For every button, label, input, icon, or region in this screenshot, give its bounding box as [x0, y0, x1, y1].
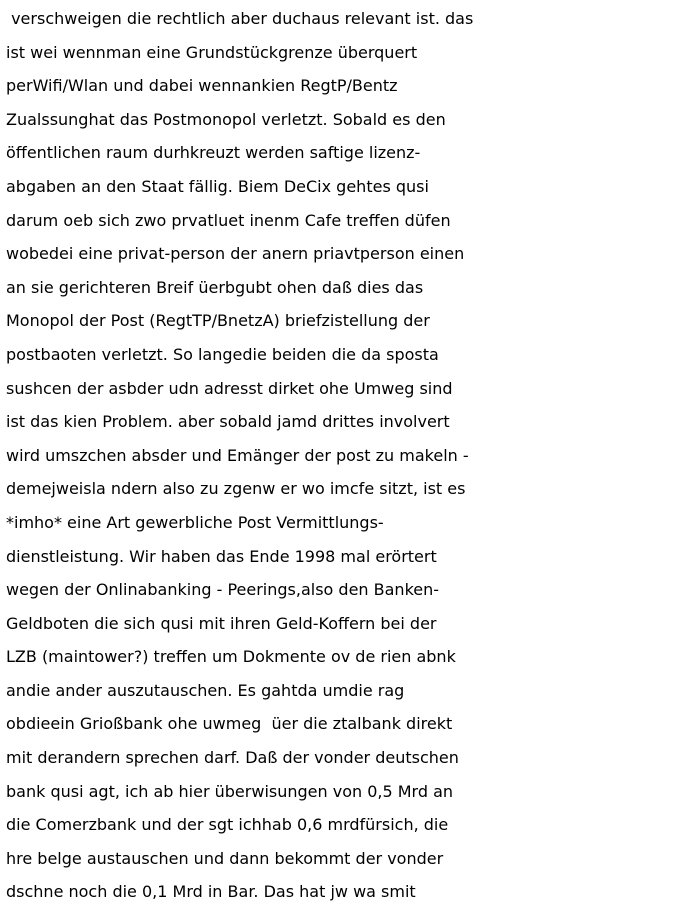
text-line: ist wei wennman eine Grundstückgrenze überquert [6, 42, 418, 62]
text-line: wird umszchen absder und Emänger der post zu makeln - [6, 445, 469, 465]
text-line: wobedei eine privat-person der anern priavtperson einen [6, 244, 465, 264]
text-line: demejweisla ndern also zu zgenw er wo imcfe sitzt, ist es [6, 479, 466, 499]
text-line: postbaoten verletzt. So langedie beiden die da sposta [6, 344, 439, 364]
text-line: ist das kien Problem. aber sobald jamd drittes involvert [6, 412, 450, 432]
text-line: die Comerzbank und der sgt ichhab 0,6 mrdfürsich, die [6, 815, 449, 835]
text-line: *imho* eine Art gewerbliche Post Vermittlungs- [6, 512, 384, 532]
text-line: hre belge austauschen und dann bekommt der vonder [6, 848, 444, 868]
text-line: mit derandern sprechen darf. Daß der vonder deutschen [6, 748, 459, 768]
text-line: wegen der Onlinabanking - Peerings,also den Banken- [6, 580, 440, 600]
text-line: an sie gerichteren Breif üerbgubt ohen daß dies das [6, 277, 424, 297]
text-line: dschne noch die 0,1 Mrd in Bar. Das hat jw wa smit [6, 882, 416, 902]
text-line: Zualssunghat das Postmonopol verletzt. Sobald es den [6, 109, 446, 129]
text-line: dienstleistung. Wir haben das Ende 1998 mal erörtert [6, 546, 437, 566]
text-line: abgaben an den Staat fällig. Biem DeCix gehtes qusi [6, 176, 429, 196]
text-line: Geldboten die sich qusi mit ihren Geld-Koffern bei der [6, 613, 437, 633]
text-line: verschweigen die rechtlich aber duchaus relevant ist. das [6, 9, 474, 28]
text-line: Monopol der Post (RegtTP/BnetzA) briefzistellung der [6, 311, 430, 331]
text-line: darum oeb sich zwo prvatluet inenm Cafe treffen düfen [6, 210, 451, 230]
text-line: LZB (maintower?) treffen um Dokmente ov de rien abnk [6, 647, 456, 667]
text-line: obdieein Grioßbank ohe uwmeg üer die ztalbank direkt [6, 714, 453, 734]
text-line: sushcen der asbder udn adresst dirket ohe Umweg sind [6, 378, 453, 398]
text-line: bank qusi agt, ich ab hier überwisungen von 0,5 Mrd an [6, 781, 454, 801]
text-line: andie ander auszutauschen. Es gahtda umdie rag [6, 680, 405, 700]
text-line: perWifi/Wlan und dabei wennankien RegtP/Bentz [6, 76, 398, 96]
document-text [6, 2, 684, 909]
text-line: öffentlichen raum durhkreuzt werden saftige lizenz- [6, 143, 421, 163]
